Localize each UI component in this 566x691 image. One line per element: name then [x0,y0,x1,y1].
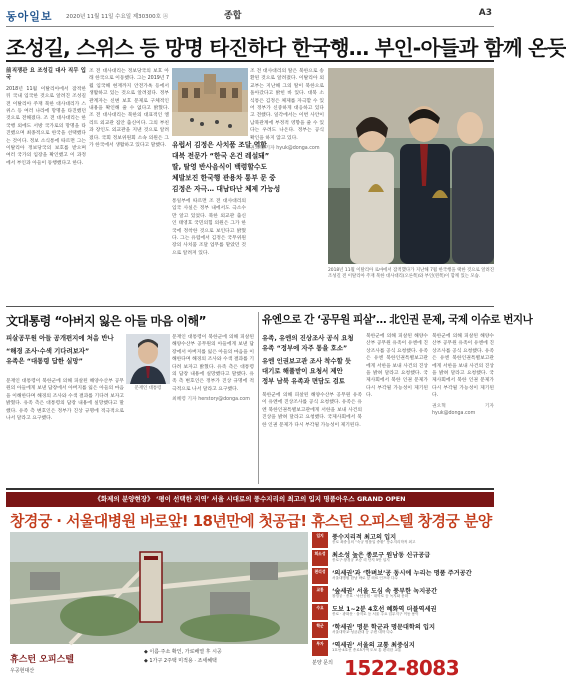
hotline-number[interactable]: 1522-8083 [344,656,460,680]
feature-item [312,568,494,584]
deck-line: 대기로 해풀받이 요청서 제안 [262,367,343,375]
portrait-icon [126,334,170,384]
third-body-left [262,392,362,484]
feature-item [312,604,494,620]
lead-byline: 권오혁 기자 hyuk@donga.com [250,146,320,152]
second-deck [6,333,126,366]
lead-column-3 [172,198,246,302]
lead-col2-text: 조 전 대사대리는 정보당국의 보호 아래 한국으로 이동했다. 그는 2019년 7월 입국해 현재까지 안전가옥 등에서 생활하고 있는 것으로 알려졌다. 정부 관계자는 신변 보호 문제로 구체적인 내용을 확인해 줄 수 없다고 밝혔다. 조 전 대사대리는 북한의 대표적인 엘리트 외교관 집안 출신이다. 그의 부친과 장인도 외교관을 지낸 것으로 알려졌다. 국회 정보위원회 소속 의원은 그가 한국에서 생활하고 있다고 말했다. [89,69,170,149]
feature-title: ‘숲세권’ 서울 도심 속 풍부한 녹지공간 [332,588,438,595]
feature-sub: 1호선·4호선 종로5가역 도보 통 편리한 교통 [332,648,402,652]
feature-tag: 수요 [312,604,328,620]
ad-brand-box [10,646,140,682]
feature-sub: 종로 최중심의 “숙궁 명품입 중환” 풍수지리학적 최고 [332,540,416,544]
deck-line: “해경 조사·수색 기다려보자” [6,347,90,355]
ad-banner: 《화제의 분양현장》 ‘평이 선택한 지역’ 서울 시대로의 풍수지리의 최고의 입지 명품아우스 GRAND OPEN [6,492,494,507]
page-number: A3 [478,8,492,18]
ad-brand: 휴스턴 오피스텔 [10,655,74,665]
section-divider [6,306,494,307]
feature-title: ‘역세권’ 서울의 교통 최중심지 [332,642,415,649]
column-divider [258,312,259,484]
ad-note: ◆ 1가구 2주택 미적용 · 조세혜택 [144,658,217,664]
ad-note: ◆ 이름·주소 확인, 가로배열 후 시공 [144,649,222,655]
second-body-right [172,334,254,484]
diplomat-photo-icon [328,68,494,264]
feature-sub: 서울대병원 한남 바로 앞 의료 인프라 다수 [332,576,398,580]
feature-item [312,640,494,656]
feature-item [312,622,494,638]
feature-tag: 편리성 [312,568,328,584]
newspaper-logo: 동아일보 [6,10,53,23]
third-headline: 유엔으로 간 ‘공무원 피살’… 北인권 문제, 국제 이슈로 번지나 [262,314,533,326]
lead-subhead: 前직쟁관 요 조성길 대사 직무 입국 [6,68,86,82]
feature-title: 도보 1~2분 4호선 혜화역 더블역세권 [332,606,437,613]
third-text-cont: 북한군에 의해 피살된 해양수산부 공무원 유족이 유엔에 진상조사를 공식 요청했다. 유족은 유엔 북한인권특별보고관에게 서한을 보내 사건의 진상을 밝혀 달라고 요청했다. 국제사회에서 북한 인권 문제가 다시 부각될 가능성이 제기된다. [366,334,428,399]
deck-line: 체발보진 한국행 관용차 통부 문 중 [172,174,276,182]
second-body-left [6,378,124,484]
deck-line: 정부 남북 유족과 면담도 검토 [262,377,345,385]
third-text: 북한군에 의해 피살된 해양수산부 공무원 유족이 유엔에 진상조사를 공식 요청했다. 유족은 유엔 북한인권특별보고관에게 서한을 보내 사건의 진상을 밝혀 달라고 요청했다. 국제사회에서 북한 인권 문제가 다시 부각될 가능성이 제기된다. [262,393,362,428]
masthead [6,5,494,27]
president-photo-caption: 문재인 대통령 [134,386,162,391]
lead-headline: 조성길, 스위스 등 망명 타진하다 한국행… 부인-아들과 함께 온듯 [6,36,566,60]
feature-item [312,586,494,602]
feature-tag: 투자 [312,640,328,656]
second-headline: 文대통령 “아버지 잃은 아들 마음 이해” [6,314,206,328]
ad-company: 우공현대산 [10,668,35,674]
deck-line: 유엔 인권보고관 조사 착수할 듯 [262,357,352,365]
feature-item [312,550,494,566]
lead-col3-text: 통일부에 따르면 조 전 대사대리의 입국 사실은 정부 내에서도 극소수만 알고 있었다. 북한 외교관 출신인 태영호 국민의힘 의원은 그가 한국에 정착한 것으로 보인다고 밝혔다. 그는 유럽에서 김정은 국무위원장의 사치품 조달 업무를 맡았던 것으로 알려져 있다. [172,199,246,256]
feature-sub: 서울대학교·성균관대 등 주변 대학 다수 [332,630,394,634]
deck-line: 유족은 “대통령 답한 실망” [6,357,83,365]
third-deck [262,333,362,386]
issue-date: 2020년 11월 11일 수요일 제30300호 ⓐ [66,14,169,20]
feature-title: ‘의세권’과 ‘한벼보’공 동시에 누리는 명품 주거공간 [332,570,472,577]
second-byline: 최혜령 기자 herstory@donga.com [172,397,250,403]
lead-column-4 [250,68,324,302]
lead-column-2 [89,68,169,302]
lead-col4-text: 조 전 대사대리의 딸은 북한으로 송환된 것으로 알려졌다. 이탈리아 외교부는 지난해 그의 딸이 북한으로 돌아갔다고 밝힌 바 있다. 대북 소식통은 김정은 체제를 자극할 수 있어 정부가 신중하게 대응하고 있다고 전했다. 일각에서는 이번 사안이 남북관계에 부정적 영향을 줄 수 있다는 우려도 나온다. 정부는 공식 확인을 하지 않고 있다. [250,69,324,141]
lead-photo-diplomat [328,68,494,264]
feature-item [312,532,494,548]
deck-line: 유럽서 김정은 사치품 조달 역할 [172,141,267,149]
feature-title: 풍수지리적 최고의 입지 [332,534,397,541]
feature-tag: 희소성 [312,550,328,566]
third-body-right [432,333,494,484]
second-text-cont: 문재인 대통령이 북한군에 의해 피살된 해양수산부 공무원의 아들에게 보낸 답장에서 아버지를 잃은 아들의 마음을 이해한다며 해경의 조사와 수색 결과를 기다려 보자고 밝혔다. 유족 측은 대통령의 답장 내용에 실망했다고 말했다. 유족 측 변호인은 정부가 진상 규명에 적극적으로 나서 달라고 요구했다. [172,335,254,392]
section-label: 종합 [224,11,242,21]
feature-tag: 교통 [312,586,328,602]
lead-column-1 [6,68,86,302]
real-estate-ad [6,488,494,686]
hotline-label: 분양 문의 [312,660,333,666]
feature-sub: 종로 · 광화문 · 을지로 등 서울 주요 업무지구 이동 용이 [332,612,419,616]
lead-col1-text: 2018년 11월 이탈리아에서 잠적한 뒤 국내 입국한 것으로 알려진 조성길 전 이탈리아 주재 북한 대사대리가 스위스 등 여러 나라에 망명을 타진했던 것으로 전해졌다. 조 전 대사대리는 한국행 외에도 서방 국가로의 망명을 타진했으며 최종적으로 한국을 선택했다는 것이다. 정보 소식통에 따르면 그는 이탈리아 정보당국의 보호를 받으며 여러 국가의 입장을 확인했고 이 과정에서 부인과 아들이 동행했다고 한다. [6,86,86,166]
feature-title: 최소성 높은 종로구 원남동 신규공급 [332,552,431,559]
cathedral-photo-icon [172,68,248,136]
deck-line: 딸, 탈영 반사음식이 백령할수도 [172,163,268,171]
third-byline: 권오혁 기자 hyuk@donga.com [432,403,494,417]
deck-line: 대북 전문가 “한국 온건 레설돼” [172,152,270,160]
third-body-mid [366,333,428,484]
aerial-map-icon [10,532,308,644]
deck-line: 유족, 유엔의 진상조사 공식 요청 [262,334,354,342]
deck-line: 유족 “정부에 자주 통을 호소” [262,344,348,352]
headline-rule [6,60,494,62]
ad-headline: 창경궁 · 서울대병원 바로앞! 18년만에 첫공급! 휴스턴 오피스텔 창경궁 분양 [10,512,492,530]
feature-title: ‘학세권’ 명문 학군과 명문대학의 입지 [332,624,435,631]
ad-notes [144,648,308,682]
feature-sub: 창경궁 · 종묘 · 낙산공원 · 대학로 등 녹지와 문화 [332,594,409,598]
president-photo [126,334,170,384]
lead-photo-square [172,68,248,136]
lead-photo-caption: 2018년 11월 이탈리아 로마에서 잠적했다가 지난해 7월 한국행을 택한 것으로 알려진 조성길 전 이탈리아 주재 북한 대사대리(오른쪽)와 부인(왼쪽)이 함께 있는 모습. [328,268,494,280]
feature-tag: 학군 [312,622,328,638]
deck-line: 피살공무원 아들 공개편지에 처음 반나 [6,334,114,342]
deck-line: 김정은 자극… 대남타난 체제 가능성 [172,185,281,193]
feature-tag: 입지 [312,532,328,548]
third-text-cont2: 북한군에 의해 피살된 해양수산부 공무원 유족이 유엔에 진상조사를 공식 요청했다. 유족은 유엔 북한인권특별보고관에게 서한을 보내 사건의 진상을 밝혀 달라고 요청했다. 국제사회에서 북한 인권 문제가 다시 부각될 가능성이 제기된다. [432,334,494,399]
ad-aerial-map [10,532,308,644]
feature-sub: 종로구·창경궁 보증 리 단지 5만 입지 [332,558,390,562]
second-text: 문재인 대통령이 북한군에 의해 피살된 해양수산부 공무원의 아들에게 보낸 답장에서 아버지를 잃은 아들의 마음을 이해한다며 해경의 조사와 수색 결과를 기다려 보자고 밝혔다. 유족 측은 대통령의 답장 내용에 실망했다고 말했다. 유족 측 변호인은 정부가 진상 규명에 적극적으로 나서 달라고 요구했다. [6,379,124,422]
